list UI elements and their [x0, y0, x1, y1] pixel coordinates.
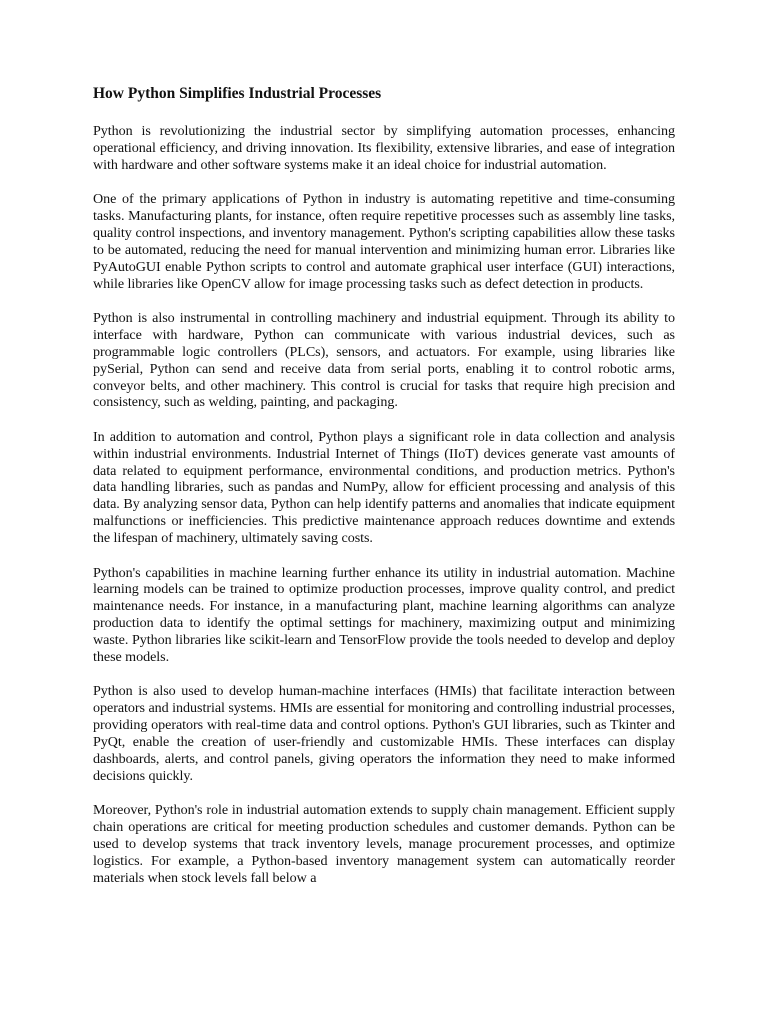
paragraph-automation: One of the primary applications of Python in industry is automating repetitive and time-consuming tasks. Manufacturing plants, for instance, often require repetitive processes such as assembly line tasks, quality control inspections, and inventory management. Python's scripting capabilities allow these tasks to be automated, reducing the need for manual intervention and minimizing human error. Libraries like PyAutoGUI enable Python scripts to control and automate graphical user interface (GUI) interactions, while libraries like OpenCV allow for image processing tasks such as defect detection in products.: [93, 191, 675, 292]
document-title: How Python Simplifies Industrial Processes: [93, 85, 382, 102]
paragraph-machinery-control: Python is also instrumental in controlling machinery and industrial equipment. Through its ability to interface with hardware, Python can communicate with various industrial devices, such as programmable logic controllers (PLCs), sensors, and actuators. For example, using libraries like pySerial, Python can send and receive data from serial ports, enabling it to control robotic arms, conveyor belts, and other machinery. This control is crucial for tasks that require high precision and consistency, such as welding, painting, and packaging.: [93, 309, 675, 411]
paragraph-hmi: Python is also used to develop human-machine interfaces (HMIs) that facilitate interaction between operators and industrial systems. HMIs are essential for monitoring and controlling industrial processes, providing operators with real-time data and control options. Python's GUI libraries, such as Tkinter and PyQt, enable the creation of user-friendly and customizable HMIs. These interfaces can display dashboards, alerts, and control panels, giving operators the information they need to make informed decisions quickly.: [93, 683, 675, 784]
paragraph-intro: Python is revolutionizing the industrial sector by simplifying automation processes, enhancing operational efficiency, and driving innovation. Its flexibility, extensive libraries, and ease of integration with hardware and other software systems make it an ideal choice for industrial automation.: [93, 123, 675, 173]
paragraph-data-analysis: In addition to automation and control, Python plays a significant role in data collection and analysis within industrial environments. Industrial Internet of Things (IIoT) devices generate vast amounts of data related to equipment performance, environmental conditions, and production metrics. Python's data handling libraries, such as pandas and NumPy, allow for efficient processing and analysis of this data. By analyzing sensor data, Python can help identify patterns and anomalies that indicate equipment malfunctions or inefficiencies. This predictive maintenance approach reduces downtime and extends the lifespan of machinery, ultimately saving costs.: [93, 428, 675, 547]
document-page: [93, 84, 675, 1024]
paragraph-machine-learning: Python's capabilities in machine learning further enhance its utility in industrial automation. Machine learning models can be trained to optimize production processes, improve quality control, and predict maintenance needs. For instance, in a manufacturing plant, machine learning algorithms can analyze production data to identify the optimal settings for machinery, maximizing output and minimizing waste. Python libraries like scikit-learn and TensorFlow provide the tools needed to develop and deploy these models.: [93, 564, 675, 666]
paragraph-supply-chain: Moreover, Python's role in industrial automation extends to supply chain management. Efficient supply chain operations are critical for meeting production schedules and customer demands. Python can be used to develop systems that track inventory levels, manage procurement processes, and optimize logistics. For example, a Python-based inventory management system can automatically reorder materials when stock levels fall below a: [93, 802, 675, 886]
